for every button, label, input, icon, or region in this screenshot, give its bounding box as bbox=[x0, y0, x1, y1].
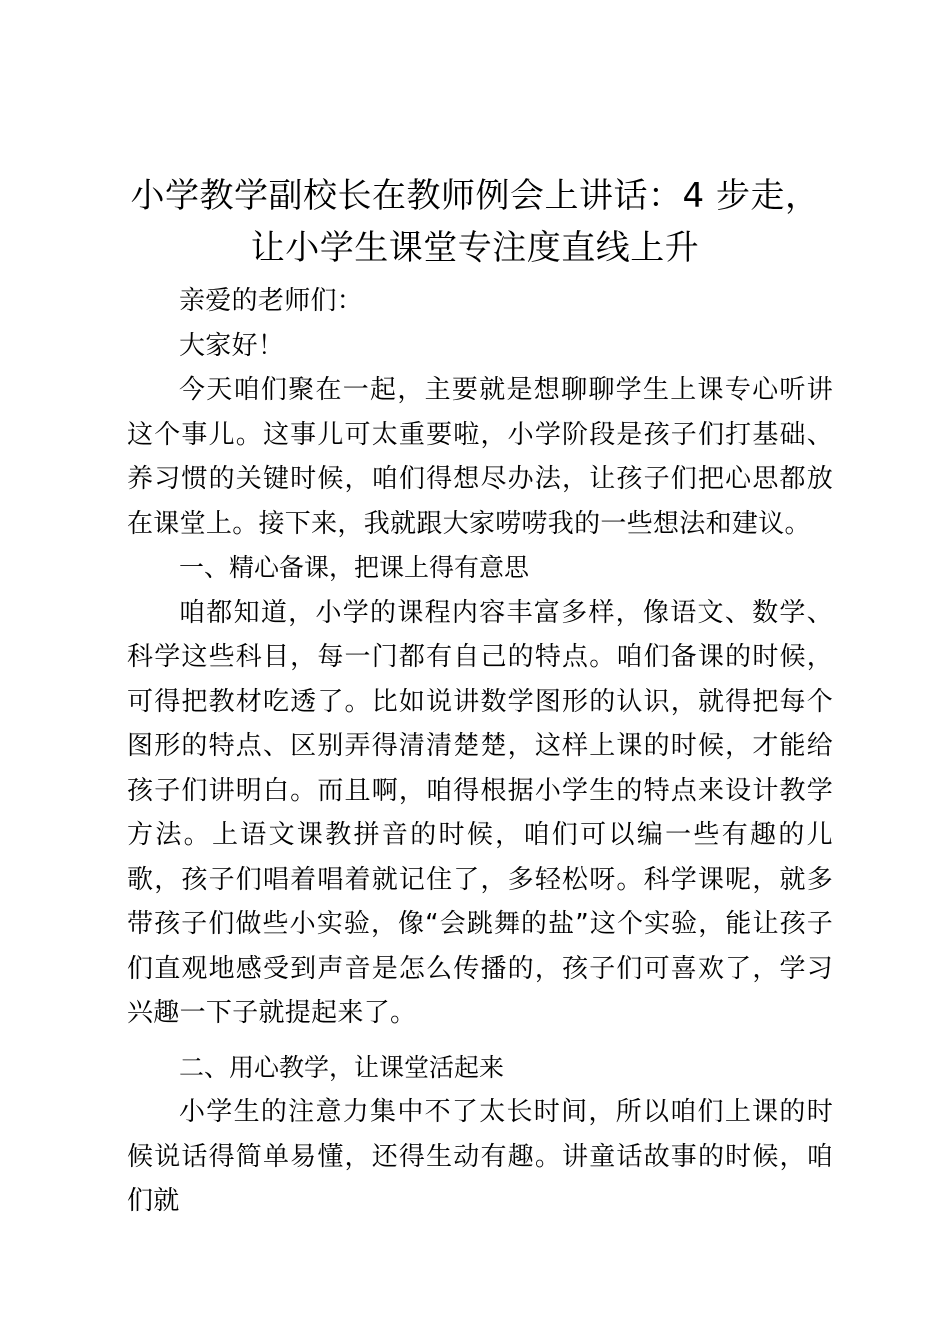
document-title bbox=[110, 170, 840, 274]
section-1-heading: 一、精心备课，把课上得有意思 bbox=[179, 553, 530, 582]
intro-paragraph: 今天咱们聚在一起，主要就是想聊聊学生上课专心听讲这个事儿。这事儿可太重要啦，小学阶段是孩子们打基础、养习惯的关键时候，咱们得想尽办法，让孩子们把心思都放在课堂上。接下来，我就跟大家唠唠我的一些想法和建议。 bbox=[127, 375, 833, 539]
salutation: 亲爱的老师们： bbox=[179, 286, 364, 316]
title-line-1: 小学教学副校长在教师例会上讲话：4 步走， bbox=[130, 176, 820, 216]
section-1-paragraph: 咱都知道，小学的课程内容丰富多样，像语文、数学、科学这些科目，每一门都有自己的特点。咱们备课的时候，可得把教材吃透了。比如说讲数学图形的认识，就得把每个图形的特点、区别弄得清清楚楚，这样上课的时候，才能给孩子们讲明白。而且啊，咱得根据小学生的特点来设计教学方法。上语文课教拼音的时候，咱们可以编一些有趣的儿歌，孩子们唱着唱着就记住了，多轻松呀。科学课呢，就多带孩子们做些小实验，像“会跳舞的盐”这个实验，能让孩子们直观地感受到声音是怎么传播的，孩子们可喜欢了，学习兴趣一下子就提起来了。 bbox=[127, 597, 833, 1028]
document-body bbox=[127, 279, 833, 1224]
title-line-2: 让小学生课堂专注度直线上升 bbox=[250, 228, 700, 268]
section-2-heading: 二、用心教学，让课堂活起来 bbox=[179, 1052, 505, 1082]
section-2-paragraph: 小学生的注意力集中不了太长时间，所以咱们上课的时候说话得简单易懂，还得生动有趣。讲童话故事的时候，咱们就 bbox=[127, 1097, 833, 1216]
greeting: 大家好！ bbox=[179, 330, 285, 361]
